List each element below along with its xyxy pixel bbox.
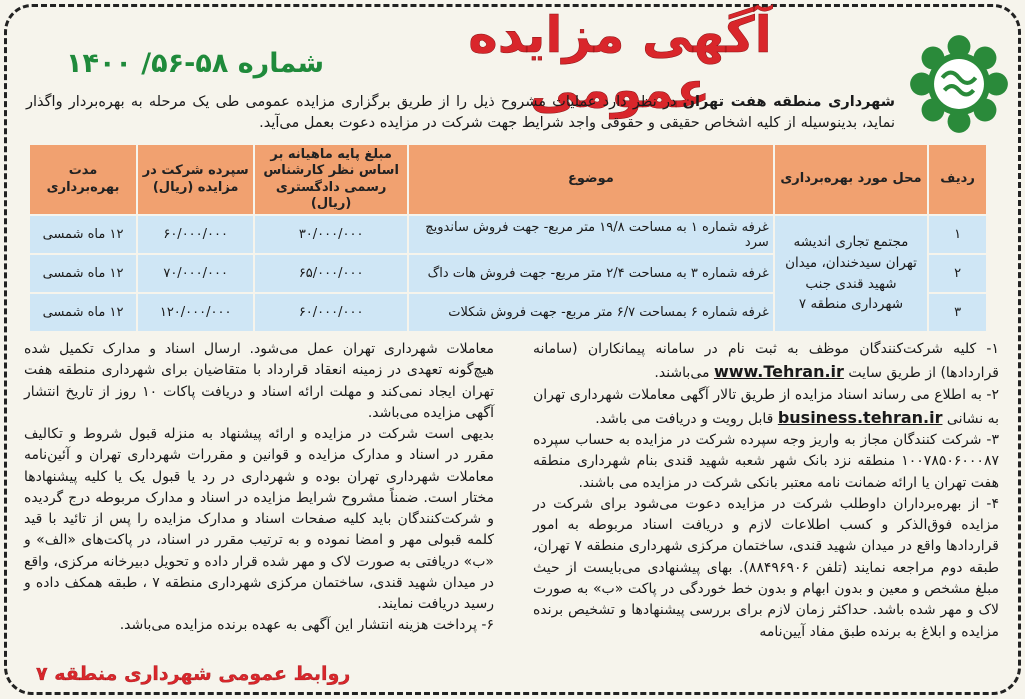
header-location: محل مورد بهره‌برداری bbox=[774, 144, 928, 215]
subject-cell: غرفه شماره ۱ به مساحت ۱۹/۸ متر مربع- جهت فروش ساندویچ سرد bbox=[408, 215, 774, 254]
condition-6: ۶- پرداخت هزینه انتشار این آگهی به عهده برنده مزایده می‌باشد. bbox=[119, 617, 494, 634]
intro-paragraph bbox=[26, 92, 895, 133]
condition-1-end: می‌باشند. bbox=[654, 365, 714, 382]
duration-cell: ۱۲ ماه شمسی bbox=[29, 254, 137, 293]
footer-public-relations: روابط عمومی شهرداری منطقه ۷ bbox=[36, 663, 351, 685]
tehran-site-link[interactable]: www.Tehran.ir bbox=[713, 362, 844, 382]
row-number: ۲ bbox=[928, 254, 987, 293]
subject-cell: غرفه شماره ۳ به مساحت ۲/۴ متر مربع- جهت فروش هات داگ bbox=[408, 254, 774, 293]
conditions-body bbox=[24, 339, 999, 659]
conditions-column-right bbox=[533, 339, 999, 643]
header-deposit: سپرده شرکت در مزایده (ریال) bbox=[137, 144, 254, 215]
condition-4: ۴- از بهره‌برداران داوطلب شرکت در مزایده دعوت می‌شود برای شرکت در مزایده فوق‌الذکر و کسب اطلاعات لازم و دریافت اسناد مربوطه به امور قراردادها واقع در میدان شهید قندی، ساختمان مرکزی شهرداری منطقه ۷ تهران، طبقه دوم مراجعه نمایند (تلفن ۸۸۴۹۶۹۰۶). بهای پیشنهادی می‌بایست از حیث مبلغ مشخص و معین و بدون ابهام و بدون خط خوردگی در پاکت «ب» به صورت لاک و مهر شده باشد. حداکثر زمان لازم برای بررسی پیشنهادها و تشخیص برنده مزایده و ابلاغ به برنده طبق مفاد آیین‌نامه bbox=[533, 495, 999, 640]
intro-organization: شهرداری منطقه هفت تهران bbox=[682, 94, 895, 110]
ad-title: آگهی مزایده عمومی bbox=[468, 6, 772, 119]
conditions-column-left bbox=[24, 339, 494, 637]
condition-5: بدیهی است شرکت در مزایده و ارائه پیشنهاد به منزله قبول شروط و تکالیف مقرر در اسناد و مدارک مزایده و قوانین و مقررات شهرداری تهران و آئین‌نامه معاملات شهرداری تهران بوده و شهرداری در رد یا قبول یک یا کلیه پیشنهادها مختار است. ضمناً مشروح شرایط مزایده در اسناد و مدارک مربوطه درج گردیده و شرکت‌کنندگان باید کلیه صفحات اسناد و مدارک مزایده را پس از تائید با قید کلمه قبولی مهر و امضا نموده و به ترتیب مقرر در اسناد، در پاکت‌های «الف» و «ب» دریافتی به صورت لاک و مهر شده قرار داده و تحویل دبیرخانه مرکزی، واقع در میدان شهید قندی، ساختمان مرکزی شهرداری منطقه ۷ ، طبقه همکف داده و رسید دریافت نمایند. bbox=[24, 426, 494, 613]
base-price-cell: ۳۰/۰۰۰/۰۰۰ bbox=[254, 215, 408, 254]
subject-cell: غرفه شماره ۶ بمساحت ۶/۷ متر مربع- جهت فروش شکلات bbox=[408, 293, 774, 332]
condition-1-text: ۱- کلیه شرکت‌کنندگان موظف به ثبت نام در سامانه پیمانکاران (سامانه قراردادها) از طریق سایت bbox=[533, 341, 999, 382]
header-subject: موضوع bbox=[408, 144, 774, 215]
condition-4-continued: معاملات شهرداری تهران عمل می‌شود. ارسال اسناد و مدارک تکمیل شده هیچ‌گونه تعهدی در زمینه انعقاد قرارداد با متقاضیان برای شهرداری منطقه هفت تهران ایجاد نمی‌کند و مهلت ارائه اسناد و دریافت پاکات ۱۰ روز از تاریخ انتشار آگهی مزایده می‌باشد. bbox=[24, 341, 494, 421]
base-price-cell: ۶۵/۰۰۰/۰۰۰ bbox=[254, 254, 408, 293]
table-header-row bbox=[29, 144, 987, 215]
condition-2 bbox=[533, 385, 999, 431]
business-site-link[interactable]: business.tehran.ir bbox=[777, 407, 943, 427]
duration-cell: ۱۲ ماه شمسی bbox=[29, 215, 137, 254]
row-number: ۱ bbox=[928, 215, 987, 254]
header-duration: مدت بهره‌برداری bbox=[29, 144, 137, 215]
condition-2-text: ۲- به اطلاع می رساند اسناد مزایده از طریق تالار آگهی معاملات شهرداری تهران به نشانی bbox=[533, 386, 999, 427]
condition-3: ۳- شرکت کنندگان مجاز به واریز وجه سپرده شرکت در مزایده به حساب سپرده ۱۰۰۷۸۵۰۶۰۰۰۸۷ منطقه نزد بانک شهر شعبه شهید قندی بنام شهرداری منطقه هفت تهران یا ارائه ضمانت نامه معتبر بانکی شرکت در مزایده می باشند. bbox=[533, 432, 999, 491]
row-number: ۳ bbox=[928, 293, 987, 332]
deposit-cell: ۷۰/۰۰۰/۰۰۰ bbox=[137, 254, 254, 293]
location-cell: مجتمع تجاری اندیشه تهران سیدخندان، میدان شهید قندی جنب شهرداری منطقه ۷ bbox=[774, 215, 928, 332]
ad-number: شماره ۵۸-۵۶/ ۱۴۰۰ bbox=[65, 48, 325, 79]
auction-table bbox=[28, 143, 988, 333]
header-base-price: مبلغ پایه ماهیانه بر اساس نظر کارشناس رسمی دادگستری (ریال) bbox=[254, 144, 408, 215]
header-row-number: ردیف bbox=[928, 144, 987, 215]
tehran-municipality-logo-icon bbox=[907, 32, 1011, 136]
base-price-cell: ۶۰/۰۰۰/۰۰۰ bbox=[254, 293, 408, 332]
deposit-cell: ۶۰/۰۰۰/۰۰۰ bbox=[137, 215, 254, 254]
table-row bbox=[29, 215, 987, 254]
intro-text: در نظر دارد عملیات مشروح ذیل را از طریق برگزاری مزایده عمومی طی یک مرحله به بهره‌بردار واگذار نماید، بدینوسیله از کلیه اشخاص حقیقی و حقوقی واجد شرایط جهت شرکت در مزایده دعوت بعمل می‌آید. bbox=[26, 94, 895, 131]
condition-2-end: قابل رویت و دریافت می باشد. bbox=[595, 410, 778, 427]
duration-cell: ۱۲ ماه شمسی bbox=[29, 293, 137, 332]
deposit-cell: ۱۲۰/۰۰۰/۰۰۰ bbox=[137, 293, 254, 332]
condition-1 bbox=[533, 339, 999, 385]
